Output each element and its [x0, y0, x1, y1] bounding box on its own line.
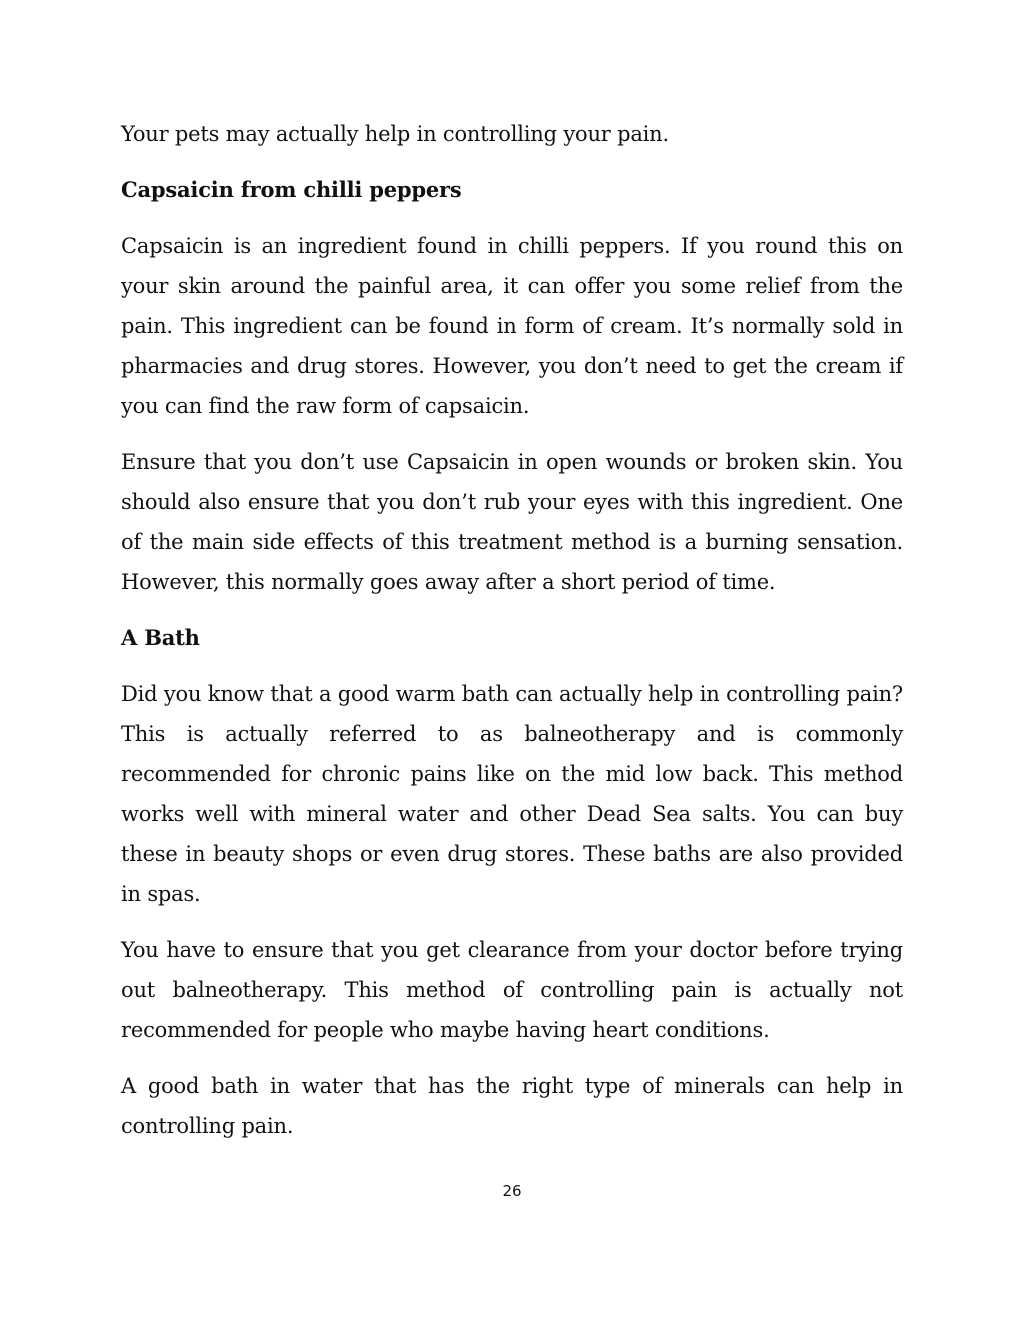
heading-bath: A Bath	[121, 625, 200, 650]
heading-capsaicin: Capsaicin from chilli peppers	[121, 177, 462, 202]
paragraph-bath-clearance: You have to ensure that you get clearance from your doctor before trying out balneotherapy. This method of controlling pain is actually not recommended for people who maybe having heart conditions.	[121, 938, 903, 1042]
paragraph-capsaicin-intro: Capsaicin is an ingredient found in chilli peppers. If you round this on your skin around the painful area, it can offer you some relief from the pain. This ingredient can be found in form of cream. It’s normally sold in pharmacies and drug stores. However, you don’t need to get the cream if you can find the raw form of capsaicin.	[121, 234, 903, 418]
paragraph-pets: Your pets may actually help in controlling your pain.	[121, 122, 669, 146]
page-number: 26	[502, 1182, 522, 1200]
paragraph-bath-intro: Did you know that a good warm bath can actually help in controlling pain? This is actually referred to as balneotherapy and is commonly recommended for chronic pains like on the mid low back. This method works well with mineral water and other Dead Sea salts. You can buy these in beauty shops or even drug stores. These baths are also provided in spas.	[121, 682, 903, 906]
paragraph-bath-minerals: A good bath in water that has the right type of minerals can help in controlling pain.	[121, 1074, 903, 1138]
paragraph-capsaicin-warning: Ensure that you don’t use Capsaicin in open wounds or broken skin. You should also ensure that you don’t rub your eyes with this ingredient. One of the main side effects of this treatment method is a burning sensation. However, this normally goes away after a short period of time.	[121, 450, 903, 594]
page-content	[121, 114, 903, 1146]
